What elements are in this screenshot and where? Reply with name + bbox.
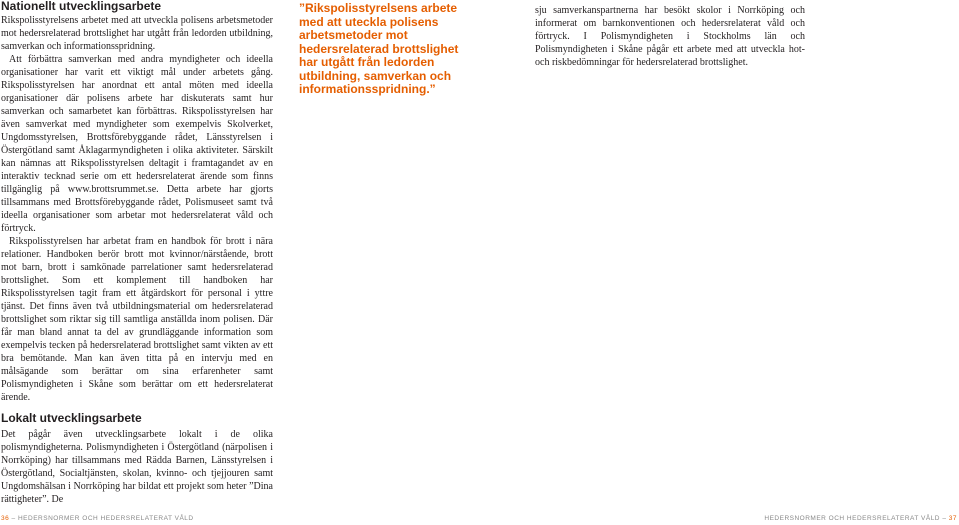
paragraph: Att förbättra samverkan med andra myndigheter och ideella organisationer har varit ett viktigt mål under arbetets gång. Rikspolisstyrelsen har anordnat ett antal möten med ideella organisationer där polisens arbete har diskuterats samt hur samverkan och samarbetet kan förbättras. Rikspolisstyrelsen har även samverkat med myndigheter som exempelvis Skolverket, Ungdomsstyrelsen, Brottsförebyggande rådet, Länsstyrelsen i Östergötland samt Åklagarmyndigheten i olika aktiviteter. Särskilt kan nämnas att Rikspolisstyrelsen deltagit i framtagandet av en interaktiv tecknad serie om ett hedersrelaterat ärende som finns tillgänglig på www.brottsrummet.se. Detta arbete har gjorts tillsammans med Brottsförebyggande rådet, Polismuseet samt två ideella organisationer som arbetar mot hedersrelaterat våld och förtryck. (1, 54, 273, 234)
section-body-nationellt (1, 14, 273, 404)
page-number-right: 37 (948, 515, 957, 522)
footer-left (1, 515, 194, 522)
right-column-body (535, 4, 805, 69)
section-heading-lokalt: Lokalt utvecklingsarbete (1, 411, 142, 425)
footer-right (764, 515, 957, 522)
section-heading-nationellt: Nationellt utvecklingsarbete (1, 0, 162, 13)
footer-separator: – (942, 515, 947, 522)
footer-separator: – (11, 515, 16, 522)
paragraph: Rikspolisstyrelsens arbetet med att utveckla polisens arbetsmetoder mot hedersrelaterad brottslighet har utgått från ledorden utbildning, samverkan och informationsspridning. (1, 15, 273, 52)
section-body-lokalt (1, 428, 273, 506)
page-number-left: 36 (1, 515, 10, 522)
footer-title-left: HEDERSNORMER OCH HEDERSRELATERAT VÅLD (17, 515, 194, 522)
paragraph: Rikspolisstyrelsen har arbetat fram en handbok för brott i nära relationer. Handboken berör brott mot kvinnor/närstående, brott mot barn, brott i samkönade parrelationer samt hedersrelaterad brottslighet. Som ett komplement till handboken har Rikspolisstyrelsen tagit fram ett åtgärdskort för personal i yttre tjänst. Det finns även två utbildningsmaterial om hedersrelaterad brottslighet som riktar sig till samtliga anställda inom polisen. Där får man bland annat ta del av grundläggande information som exempelvis tecken på hedersrelaterad brottslighet samt vikten av ett bra bemötande. Man kan även titta på en intervju med en målsägande som berättar om sina erfarenheter samt Polismyndigheten i Skåne som berättar om ett hedersrelaterat ärende. (1, 236, 273, 403)
pull-quote: ”Rikspolisstyrelsens arbete med att uteckla polisens arbetsmetoder mot hedersrelaterad brottslighet har utgått från ledorden utbildning, samverkan och informationsspridning.” (299, 1, 459, 96)
paragraph: sju samverkanspartnerna har besökt skolor i Norrköping och informerat om barnkonventionen och hedersrelaterat våld och förtryck. I Polismyndigheten i Stockholms län och Polismyndigheten i Skåne pågår ett arbete med att utveckla hot- och riskbedömningar för hedersrelaterad brottslighet. (535, 5, 805, 68)
paragraph: Det pågår även utvecklingsarbete lokalt i de olika polismyndigheterna. Polismyndigheten i Östergötland (närpolisen i Norrköping) har tillsammans med Rädda Barnen, Länsstyrelsen i Östergötland, Socialtjänsten, skolan, kvinno- och tjejjouren samt Ungdomshälsan i Norrköping har bildat ett projekt som heter ”Dina rättigheter”. De (1, 429, 273, 505)
footer-title-right: HEDERSNORMER OCH HEDERSRELATERAT VÅLD (764, 515, 941, 522)
